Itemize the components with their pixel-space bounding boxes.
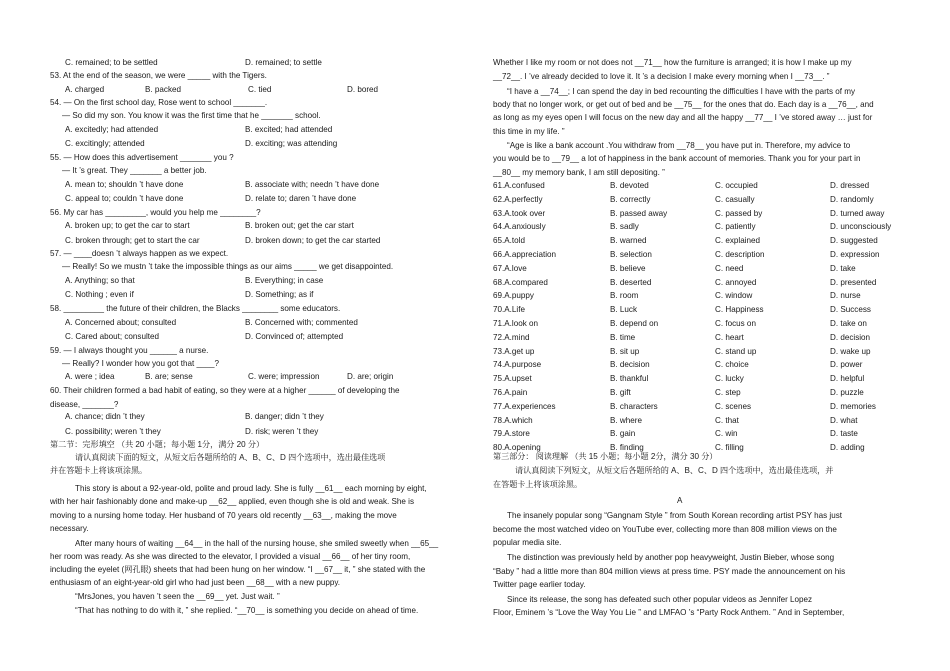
reading-line: The insanely popular song “Gangnam Style ” from South Korean recording artist PSY has just: [507, 511, 843, 520]
passage-line: “I have a __74__; I can spend the day in bed recounting the difficulties I have with the parts of my: [507, 87, 856, 96]
left-option: B. are; sense: [145, 372, 193, 381]
answer-choice: 76.A.pain: [493, 388, 528, 397]
answer-choice: B. sit up: [610, 346, 640, 356]
answer-choice: D. what: [830, 415, 858, 425]
answer-choice: D. take: [830, 263, 856, 273]
answer-choice: C. stand up: [715, 346, 757, 356]
answer-choice: C. that: [715, 415, 739, 425]
answer-choice: B. believe: [610, 263, 646, 273]
answer-choice: 74.A.purpose: [493, 360, 542, 370]
left-option: C. excitingly; attended: [65, 139, 145, 148]
left-option: B. associate with; needn ’t have done: [245, 180, 380, 189]
text-line: 58. _________ the future of their children, the Blacks ________ some educators.: [50, 304, 341, 313]
answer-choice: C. passed by: [715, 208, 763, 218]
passage-line: body that no longer work, or get out of bed and be __75__ for the ones that do. Each day is a __76__, and: [493, 100, 874, 109]
answer-choice: B. room: [610, 291, 639, 301]
passage-line: __80__ my memory bank, I am still depositing. ”: [493, 168, 665, 177]
answer-choice: 73.A.get up: [493, 346, 535, 356]
answer-choice: D. helpful: [830, 374, 865, 384]
text-line: 请认真阅读下面的短文，从短文后各题所给的 A、B、C、D 四个选项中，选出最佳选项: [75, 453, 386, 462]
text-line: 60. Their children formed a bad habit of eating, so they were at a higher ______ of developing the: [50, 386, 400, 395]
text-line: — It ’s great. They _______ a better job.: [62, 166, 207, 175]
answer-choice: D. presented: [830, 277, 877, 287]
passage-line: “Age is like a bank account .You withdraw from __78__ you have put in. Therefore, my advice to: [507, 141, 851, 150]
text-line: “That has nothing to do with it, ” she replied. “__70__ is something you decide on ahead of time.: [75, 606, 419, 615]
answer-choice: B. sadly: [610, 222, 639, 232]
left-option: D. are; origin: [347, 372, 394, 381]
answer-choice: 75.A.upset: [493, 374, 532, 384]
text-line: This story is about a 92-year-old, polite and proud lady. She is fully __61__ each morning by eight,: [75, 484, 427, 493]
answer-choice: C. lucky: [715, 374, 744, 384]
answer-choice: D. take on: [830, 319, 867, 328]
answer-choice: B. gain: [610, 429, 636, 439]
answer-choice: C. focus on: [715, 319, 756, 328]
answer-choice: C. annoyed: [715, 277, 757, 287]
answer-choice: 66.A.appreciation: [493, 250, 556, 259]
answer-choice: B. where: [610, 415, 642, 425]
text-line: 59. — I always thought you ______ a nurse.: [50, 346, 209, 355]
passage-line: you would be to __79__ a lot of happiness in the bank account of memories. Thank you for your part in: [493, 154, 861, 163]
answer-choice: B. correctly: [610, 194, 651, 204]
passage-line: Whether I like my room or not does not __71__ how the furniture is arranged; it is how I make up my: [493, 58, 852, 67]
text-line: necessary.: [50, 524, 89, 533]
text-line: 53. At the end of the season, we were _____ with the Tigers.: [50, 71, 267, 80]
reading-line: Since its release, the song has defeated such other popular videos as Jennifer Lopez: [507, 595, 813, 604]
answer-choice: C. win: [715, 429, 738, 439]
left-option: A. excitedly; had attended: [65, 125, 159, 134]
answer-choice: C. Happiness: [715, 305, 764, 315]
left-option: B. excited; had attended: [245, 125, 333, 134]
answer-choice: 65.A.told: [493, 236, 525, 246]
text-line: 并在答题卡上将该项涂黑。: [50, 466, 148, 475]
answer-choice: 70.A.Life: [493, 305, 525, 315]
answer-choice: D. adding: [830, 443, 865, 453]
answer-choice: 80.A.opening: [493, 443, 541, 453]
answer-choice: D. taste: [830, 429, 858, 439]
passage-label: A: [677, 496, 683, 505]
answer-choice: D. turned away: [830, 208, 885, 218]
text-line: disease, _______?: [50, 400, 119, 409]
answer-choice: B. time: [610, 332, 636, 342]
answer-choice: 68.A.compared: [493, 277, 548, 287]
left-option: B. broken out; get the car start: [245, 221, 354, 230]
reading-line: Twitter page earlier today.: [493, 580, 586, 589]
answer-choice: 78.A.which: [493, 415, 533, 425]
reading-line: Floor, Eminem ’s “Love the Way You Lie ” and LMFAO ’s “Party Rock Anthem. ” And in September,: [493, 608, 845, 617]
text-line: moving to a nursing home today. Her husband of 70 years old recently __63__, making the move: [50, 511, 397, 520]
reading-line: become the most watched video on YouTube ever, collecting more than 808 million views on the: [493, 525, 837, 534]
answer-choice: D. power: [830, 360, 863, 370]
left-option: D. Something; as if: [245, 290, 314, 299]
answer-choice: C. need: [715, 263, 744, 273]
left-option: A. charged: [65, 85, 105, 94]
answer-choice: B. decision: [610, 360, 650, 370]
answer-choice: C. window: [715, 291, 753, 301]
reading-line: “Baby ” had a little more than 804 million views at press time. PSY made the announcement on his: [493, 567, 846, 576]
text-line: 54. — On the first school day, Rose went to school _______.: [50, 98, 268, 107]
answer-choice: C. explained: [715, 236, 760, 246]
answer-choice: 67.A.love: [493, 263, 527, 273]
reading-line: popular media site.: [493, 538, 562, 547]
answer-choice: D. decision: [830, 332, 871, 342]
text-line: After many hours of waiting __64__ in the hall of the nursing house, she smiled sweetly when __65__: [75, 539, 439, 548]
answer-choice: 72.A.mind: [493, 332, 530, 342]
section-heading: 第三部分： 阅读理解 （共 15 小题；每小题 2分，满分 30 分）: [493, 452, 718, 461]
answer-choice: D. Success: [830, 305, 871, 315]
left-option: C. Nothing ; even if: [65, 290, 134, 299]
text-line: including the eyelet (网孔眼) sheets that had been hung on her window. “I __67__ it, ” she stated with the: [50, 565, 426, 574]
answer-choice: B. devoted: [610, 181, 649, 190]
text-line: 第二节：完形填空 （共 20 小题；每小题 1分，满分 20 分）: [50, 440, 265, 449]
answer-choice: C. occupied: [715, 181, 758, 190]
answer-choice: D. nurse: [830, 291, 861, 301]
passage-line: this time in my life. ”: [493, 127, 565, 136]
answer-choice: C. casually: [715, 194, 755, 204]
text-line: 56. My car has _________, would you help me ________?: [50, 208, 261, 217]
left-option: D. risk; weren ’t they: [245, 427, 319, 436]
answer-choice: C. scenes: [715, 401, 751, 411]
answer-choice: C. choice: [715, 360, 749, 370]
text-line: 55. — How does this advertisement _______ you ?: [50, 153, 234, 162]
left-option: C. tied: [248, 85, 272, 94]
answer-choice: D. dressed: [830, 181, 870, 190]
answer-choice: B. passed away: [610, 208, 668, 218]
left-option: A. chance; didn ’t they: [65, 412, 145, 421]
left-option: C. broken through; get to start the car: [65, 236, 200, 245]
left-option: D. broken down; to get the car started: [245, 236, 381, 245]
left-option: A. Concerned about; consulted: [65, 318, 177, 327]
left-option: C. were; impression: [248, 372, 320, 381]
left-option: B. packed: [145, 85, 181, 94]
passage-line: as long as my eyes open I will focus on the new day and all the happy __77__ I ’ve stored away … just for: [493, 113, 873, 122]
answer-choice: B. characters: [610, 401, 658, 411]
answer-choice: 71.A.look on: [493, 319, 538, 328]
instruction-line: 在答题卡上将该项涂黑。: [493, 480, 583, 489]
left-option: B. danger; didn ’t they: [245, 412, 324, 421]
text-line: “MrsJones, you haven ’t seen the __69__ yet. Just wait. ”: [75, 592, 280, 601]
left-option: A. mean to; shouldn ’t have done: [65, 180, 184, 189]
answer-choice: C. step: [715, 388, 741, 397]
answer-choice: 63.A.took over: [493, 208, 546, 218]
left-option: A. Anything; so that: [65, 276, 135, 285]
left-option: D. remained; to settle: [245, 58, 322, 67]
answer-choice: D. expression: [830, 250, 880, 259]
answer-choice: B. depend on: [610, 319, 659, 328]
left-option: D. bored: [347, 85, 379, 94]
text-line: — Really? I wonder how you got that ____?: [62, 359, 220, 368]
left-option: D. relate to; daren ’t have done: [245, 194, 357, 203]
left-option: C. possibility; weren ’t they: [65, 427, 161, 436]
answer-choice: 61.A.confused: [493, 181, 545, 190]
left-option: B. Concerned with; commented: [245, 318, 358, 327]
answer-choice: C. filling: [715, 443, 744, 453]
left-option: D. exciting; was attending: [245, 139, 338, 148]
answer-choice: 79.A.store: [493, 429, 530, 439]
text-line: — So did my son. You know it was the first time that he _______ school.: [62, 111, 321, 120]
left-option: C. remained; to be settled: [65, 58, 158, 67]
left-option: C. appeal to; couldn ’t have done: [65, 194, 184, 203]
answer-choice: B. deserted: [610, 277, 652, 287]
answer-choice: C. patiently: [715, 222, 756, 232]
answer-choice: 69.A.puppy: [493, 291, 534, 301]
answer-choice: B. gift: [610, 388, 631, 397]
answer-choice: D. suggested: [830, 236, 878, 246]
left-option: C. Cared about; consulted: [65, 332, 160, 341]
text-line: her room was ready. As she was directed to the elevator, I provided a visual __66__ of her tiny room,: [50, 552, 411, 561]
left-option: B. Everything; in case: [245, 276, 324, 285]
answer-choice: C. description: [715, 250, 765, 259]
answer-choice: C. heart: [715, 332, 744, 342]
instruction-line: 请认真阅读下列短文，从短文后各题所给的 A、B、C、D 四个选项中，选出最佳选项，并: [515, 466, 834, 475]
answer-choice: D. unconsciously: [830, 222, 892, 232]
text-line: 57. — ____doesn ’t always happen as we expect.: [50, 249, 229, 258]
left-option: A. were ; idea: [65, 372, 115, 381]
answer-choice: 62.A.perfectly: [493, 194, 543, 204]
passage-line: __72__. I ’ve already decided to love it. It ’s a decision I make every morning when I __73__. ”: [493, 72, 830, 81]
answer-choice: D. randomly: [830, 194, 874, 204]
answer-choice: B. thankful: [610, 374, 649, 384]
answer-choice: D. puzzle: [830, 388, 864, 397]
answer-choice: B. Luck: [610, 305, 637, 315]
text-line: with her hair fashionably done and make-up __62__ applied, even though she is old and weak. She is: [50, 497, 415, 506]
answer-choice: B. selection: [610, 250, 652, 259]
answer-choice: B. warned: [610, 236, 647, 246]
left-option: A. broken up; to get the car to start: [65, 221, 190, 230]
answer-choice: 64.A.anxiously: [493, 222, 546, 232]
text-line: enthusiasm of an eight-year-old girl who had just been __68__ with a new puppy.: [50, 578, 341, 587]
answer-choice: D. memories: [830, 401, 876, 411]
reading-line: The distinction was previously held by another pop heavyweight, Justin Bieber, whose song: [507, 553, 835, 562]
left-option: D. Convinced of; attempted: [245, 332, 344, 341]
answer-choice: B. finding: [610, 443, 644, 453]
answer-choice: D. wake up: [830, 346, 871, 356]
text-line: — Really! So we mustn ’t take the impossible things as our aims _____ we get disappointed.: [62, 262, 394, 271]
answer-choice: 77.A.experiences: [493, 401, 556, 411]
